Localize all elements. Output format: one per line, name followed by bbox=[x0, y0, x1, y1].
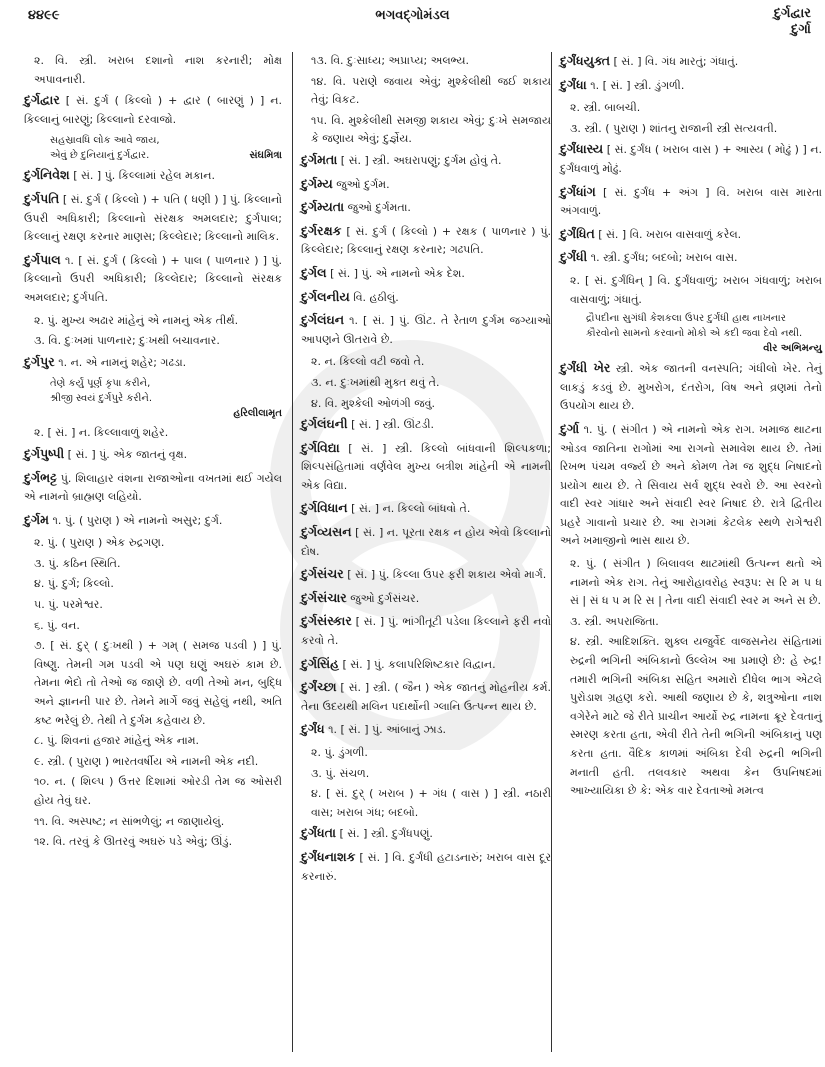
dictionary-entry bbox=[301, 499, 551, 519]
quote-source: હરિલીલામૃત bbox=[233, 408, 282, 420]
sense: ૨. પું. મુખ્ય અઢાર માંહેનું એ નામનું એક તીર્થ. bbox=[34, 313, 239, 327]
sense: ૪. પું. દુર્ગ; કિલ્લો. bbox=[34, 577, 114, 591]
headword: દુર્ગસિંહ bbox=[301, 655, 339, 671]
sense: ૧૫. વિ. મુશ્કેલીથી સમજી શકાય એવું; દુઃખે સમજાય કે જણાય એવું; દુર્જ્ઞેય. bbox=[311, 113, 551, 146]
sense: ૬. પું. વન. bbox=[34, 618, 80, 632]
headword: દુર્ગંધા bbox=[560, 76, 587, 92]
definition: ૧. [ સં. દુર્ગ ( કિલ્લો ) + પાલ ( પાળનાર ) ] પું. કિલ્લાનો ઉપરી અધિકારી; કિલ્લેદાર; કિલ્લાનો સંરક્ષક અમલદાર; દુર્ગપતિ. bbox=[24, 253, 282, 304]
dictionary-entry bbox=[301, 198, 551, 218]
guide-word-first: દુર્ગદ્વાર bbox=[773, 6, 811, 21]
headword: દુર્ગમ્યતા bbox=[301, 199, 345, 215]
headword: દુર્ગસંચર bbox=[301, 566, 344, 582]
definition: ૧. પું. ( સંગીત ) એ નામનો એક રાગ. ખમાજ થાટના ઓડવ જાતિના રાગોમાં આ રાગનો સમાવેશ થાય છે. તેમાં રિખભ પંચમ વર્જ્ય છે અને કોમળ તેમ જ શુદ્ધ નિષાદનો પ્રયોગ થાય છે. તે સિવાય સર્વ શુદ્ધ સ્વરો છે. આ સ્વરનો વાદી સ્વર ગાંધાર અને સંવાદી સ્વર નિષાદ છે. રાત્રે દ્વિતીય પ્રહરે ગાવાનો પ્રચાર છે. આ રાગમાં કેટલેક સ્થળે રાગેશ્વરી અને ખમાજીનો ભાસ થાય છે. bbox=[560, 422, 822, 548]
headword: દુર્ગમતા bbox=[301, 151, 338, 167]
definition: [ સં. ] પું. કલાપરિશિષ્ટકાર વિદ્વાન. bbox=[342, 657, 496, 671]
definition: [ સં. ] સ્ત્રી. ઊંટડી. bbox=[351, 418, 435, 432]
headword: દુર્ગસંસ્કાર bbox=[301, 613, 352, 629]
definition: [ સં. ] વિ. દુર્ગંધી હટાડનારું; ખરાબ વાસ દૂર કરનારું. bbox=[301, 850, 552, 883]
headword: દુર્ગવિદ્યા bbox=[301, 439, 340, 455]
quote-source: સંઘમિત્રા bbox=[249, 150, 282, 162]
guide-word-last: દુર્ગા bbox=[791, 22, 811, 37]
sense: ૩. સ્ત્રી. ( પુરાણ ) શાંતનુ રાજાની સ્ત્રી સત્યવતી. bbox=[570, 121, 778, 135]
sense: ૪. સ્ત્રી. આદિશક્તિ. શુક્લ યજુર્વેદ વાજસનેય સંહિતામાં રુદ્રની ભગિની અંબિકાનો ઉલ્લેખ આ પ્રમાણે છે: હે રુદ્ર! તમારી ભગિની અંબિકા સહિત અમારો દીધેલ ભાગ એટલે પુરોડાશ ગ્રહણ કરો. આથી જણાય છે કે, શત્રુઓના નાશ વગેરેને માટે જે રીતે પ્રાચીન આર્યો રુદ્ર નામના ક્રૂર દેવતાનું સ્મરણ કરતા હતા, એવી રીતે તેની ભગિની અંબિકાનું પણ કરતા હતા. વૈદિક કાળમાં અંબિકા દેવી રુદ્રની ભગિની મનાતી હતી. તલવકાર અથવા કેન ઉપનિષદમાં આખ્યાયિકા છે કે: એક વાર દેવતાઓ મમત્વ bbox=[570, 635, 822, 798]
dictionary-entry bbox=[560, 52, 822, 72]
headword: દુર્ગલનીય bbox=[301, 288, 350, 304]
headword: દુર્ગવિધાન bbox=[301, 500, 348, 516]
sense: ૭. [ સં. દુર્ ( દુઃખથી ) + ગમ્ ( સમજ પડવી ) ] પું. વિષ્ણુ. તેમની ગમ પડવી એ પણ ઘણું અઘરું કામ છે. તેમના ભેદો તો તેઓ જ જાણે છે. વળી તેઓ મન, બુદ્ધિ અને જ્ઞાનની પાર છે. તેમને માર્ગે જવું સહેલું નથી, અતિ કષ્ટ ભરેલું છે. તેથી તે દુર્ગમ કહેવાય છે. bbox=[34, 639, 282, 727]
column-3 bbox=[551, 52, 822, 1052]
guide-words bbox=[774, 6, 811, 38]
sense: ૨. પું. ( પુરાણ ) એક રુદ્રગણ. bbox=[34, 536, 165, 550]
headword: દુર્ગંધાસ્ય bbox=[560, 141, 604, 157]
definition: સ્ત્રી. એક જાતની વનસ્પતિ; ગંધીલો ખેર. તેનું લાકડું કડવું છે. મુખરોગ, દંતરોગ, વિષ અને વ્રણમાં તેનો ઉપયોગ થાય છે. bbox=[560, 362, 822, 413]
definition: [ સં. ] ન. કિલ્લો બાંધવો તે. bbox=[351, 502, 471, 516]
dictionary-entry bbox=[301, 523, 551, 561]
sense: ૨. વિ. સ્ત્રી. ખરાબ દશાનો નાશ કરનારી; મોક્ષ અપાવનારી. bbox=[34, 54, 282, 86]
definition: [ સં. ] સ્ત્રી. દુર્ગંધપણું. bbox=[339, 827, 433, 841]
dictionary-entry bbox=[560, 248, 822, 268]
page-number: ૪૪૯૯ bbox=[28, 8, 60, 23]
sense: ૩. વિ. દુઃખમાં પાળનાર; દુઃખથી બચાવનાર. bbox=[34, 334, 220, 348]
sense: ૧૪. વિ. પરાણે જવાય એવું; મુશ્કેલીથી જઈ શકાય તેવું; વિકટ. bbox=[311, 74, 551, 107]
dictionary-entry bbox=[24, 91, 282, 129]
dictionary-entry bbox=[301, 612, 551, 650]
dictionary-entry bbox=[301, 311, 551, 349]
definition: પું. શિલાહાર વંશના રાજાઓના વખતમાં થઈ ગયેલ એ નામનો બ્રાહ્મણ લહિયો. bbox=[24, 471, 283, 504]
definition: ૧. ન. એ નામનું શહેર; ગઢડા. bbox=[58, 355, 187, 369]
quotation bbox=[50, 133, 282, 163]
headword: દુર્ગંધતા bbox=[301, 825, 336, 841]
quote-line: શ્રીજી સ્વયં દુર્ગપુરે કરીને. bbox=[50, 393, 153, 405]
definition: વિ. હઠીલું. bbox=[353, 290, 399, 304]
sense: ૫. પું. પરમેશ્વર. bbox=[34, 598, 103, 612]
sense: ૧૩. વિ. દુઃસાધ્ય; અપ્રાપ્ય; અલભ્ય. bbox=[311, 54, 469, 67]
headword: દુર્ગંધી ખેર bbox=[560, 360, 611, 376]
definition: ૧. સ્ત્રી. દુર્ગંધ; બદબો; ખરાબ વાસ. bbox=[590, 251, 738, 265]
quote-line: દ્રૌપદીના સુગંધી કેશકલા ઉપર દુર્ગંધી હાથ નાખનાર કૌરવોનો સામનો કરવાનો મોકો એ કદી જવા દેવો નથી. bbox=[586, 313, 803, 340]
headword: દુર્ગંધી bbox=[560, 249, 588, 265]
definition: [ સં. ] વિ. ખરાબ વાસવાળું કરેલ. bbox=[598, 227, 742, 241]
sense: ૧૦. ન. ( શિલ્પ ) ઉત્તર દિશામાં ઓરડી તેમ જ ઓસરી હોય તેવું ઘર. bbox=[34, 775, 282, 807]
dictionary-entry bbox=[24, 511, 282, 531]
dictionary-entry bbox=[301, 565, 551, 585]
quotation bbox=[50, 376, 282, 421]
dictionary-entry bbox=[24, 353, 282, 373]
sense: ૧૧. વિ. અસ્પષ્ટ; ન સાંભળેલું; ન જાણાયેલું. bbox=[34, 814, 225, 828]
headword: દુર્ગભટ્ટ bbox=[24, 469, 57, 485]
dictionary-entry bbox=[301, 288, 551, 308]
headword: દુર્ગલ bbox=[301, 264, 327, 280]
definition: ૧. [ સં. ] સ્ત્રી. ડુંગળી. bbox=[590, 78, 685, 92]
sense: ૨. ન. કિલ્લો વટી જવો તે. bbox=[311, 355, 425, 369]
column-2 bbox=[292, 52, 551, 1052]
sense: ૪. [ સં. દુર્ ( ખરાબ ) + ગંધ ( વાસ ) ] સ્ત્રી. નઠારી વાસ; ખરાબ ગંધ; બદબો. bbox=[311, 787, 551, 819]
dictionary-entry bbox=[301, 655, 551, 675]
definition: [ સં. દુર્ગ ( કિલ્લો ) + પતિ ( ધણી ) ] પું. કિલ્લાનો ઉપરી અધિકારી; કિલ્લાનો સંરક્ષક અમલદાર; દુર્ગપાલ; કિલ્લાનું રક્ષણ કરનાર માણસ; કિલ્લેદાર; કિલ્લાનો માલિક. bbox=[24, 192, 282, 244]
headword: દુર્ગંચ્છા bbox=[301, 679, 337, 695]
headword: દુર્ગપતિ bbox=[24, 190, 60, 206]
headword: દુર્ગવ્યસન bbox=[301, 524, 352, 540]
dictionary-entry bbox=[301, 439, 551, 496]
quotation bbox=[586, 311, 822, 356]
dictionary-entry bbox=[560, 420, 822, 551]
definition: [ સં. દુર્ગંધ ( ખરાબ વાસ ) + આસ્ય ( મોઢું ) ] ન. દુર્ગંધવાળું મોઢું. bbox=[560, 143, 822, 175]
definition: ૧. [ સં. ] પું. આંબાનું ઝાડ. bbox=[328, 723, 447, 737]
quote-line bbox=[50, 148, 282, 163]
book-title: ભગવદ્ગોમંડલ bbox=[375, 8, 450, 23]
dictionary-entry bbox=[301, 848, 551, 886]
quote-line: તેણે કર્યું પૂર્ણ કૃપા કરીને, bbox=[50, 378, 151, 390]
sense: ૨. પું. ( સંગીત ) બિલાવલ થાટમાંથી ઉત્પન્ન થતો એ નામનો એક રાગ. તેનું આરોહાવરોહ સ્વરૂપ: સ રિ મ પ ધ સં | સં ધ પ મ રિ સ | તેના વાદી સંવાદી સ્વર મ અને સ છે. bbox=[570, 557, 822, 608]
headword: દુર્ગંધયુક્ત bbox=[560, 53, 611, 68]
sense: ૨. [ સં. દુર્ગંધિન્ ] વિ. દુર્ગંધવાળું; ખરાબ ગંધવાળું; ખરાબ વાસવાળું; ગંધાતું. bbox=[570, 273, 822, 306]
dictionary-entry bbox=[560, 140, 822, 178]
sense: ૨. સ્ત્રી. બાબચી. bbox=[570, 101, 641, 115]
dictionary-entry bbox=[24, 469, 282, 507]
dictionary-entry bbox=[301, 151, 551, 171]
dictionary-entry bbox=[301, 824, 551, 844]
dictionary-entry bbox=[560, 359, 822, 416]
headword: દુર્ગમ bbox=[24, 511, 49, 527]
headword: દુર્ગદ્વાર bbox=[24, 92, 60, 108]
definition: [ સં. ] પું. કિલ્લામાં રહેલ મકાન. bbox=[73, 169, 215, 183]
dictionary-entry bbox=[24, 445, 282, 465]
headword: દુર્ગલંઘની bbox=[301, 416, 348, 432]
headword: દુર્ગંધ bbox=[301, 721, 325, 737]
definition: [ સં. દુર્ગ ( કિલ્લો ) + દ્વાર ( બારણું ) ] ન. કિલ્લાનું બારણું; કિલ્લાનો દરવાજો. bbox=[24, 94, 282, 126]
headword: દુર્ગંધિત bbox=[560, 225, 595, 241]
definition: [ સં. ] સ્ત્રી. કિલ્લો બાંધવાની શિલ્પકળા; શિલ્પસંહિતામાં વર્ણવેલ મુખ્ય બત્રીશ માંહેની એ નામની એક વિદ્યા. bbox=[301, 441, 551, 492]
dictionary-entry bbox=[301, 589, 551, 609]
definition: [ સં. ] પું. એ નામનો એક દેશ. bbox=[330, 266, 465, 280]
column-1 bbox=[24, 52, 282, 1052]
dictionary-columns bbox=[24, 52, 822, 1052]
headword: દુર્ગપુષ્પી bbox=[24, 445, 65, 461]
dictionary-entry bbox=[560, 76, 822, 96]
definition: જુઓ દુર્ગમતા. bbox=[347, 201, 411, 215]
sense: ૯. સ્ત્રી. ( પુરાણ ) ભારતવર્ષીય એ નામની એક નદી. bbox=[34, 754, 259, 768]
dictionary-entry bbox=[301, 222, 551, 260]
sense: ૧૨. વિ. તરવું કે ઊતરવું અઘરું પડે એવું; ઊંડું. bbox=[34, 835, 233, 849]
sense: ૩. સ્ત્રી. અપરાજિતા. bbox=[570, 614, 659, 628]
definition: [ સં. દુર્ગંધ + અંગ ] વિ. ખરાબ વાસ મારતા અંગવાળું. bbox=[560, 185, 822, 218]
dictionary-entry bbox=[560, 183, 822, 221]
headword: દુર્ગપુર bbox=[24, 353, 55, 369]
headword: દુર્ગા bbox=[560, 420, 580, 436]
page-header bbox=[0, 0, 825, 45]
sense: ૨. [ સં. ] ન. કિલ્લાવાળું શહેર. bbox=[34, 426, 169, 440]
sense: ૨. પું. ડુંગળી. bbox=[311, 746, 368, 759]
definition: જુઓ દુર્ગમ. bbox=[336, 177, 390, 191]
definition: [ સં. ] પું. ભાંગીતૂટી પડેલા કિલ્લાને ફરી નવો કરવો તે. bbox=[301, 615, 551, 648]
quote-line: સહસ્રાવધિ લોક આવે જાય, bbox=[50, 135, 160, 147]
headword: દુર્ગપાલ bbox=[24, 251, 61, 267]
headword: દુર્ગમ્ય bbox=[301, 175, 333, 191]
definition: [ સં. ] પું. કિલ્લા ઉપર ફરી શકાય એવો માર્ગ. bbox=[347, 568, 547, 582]
quote-text: એવું છે દુનિયાનું દુર્ગદ્વાર. bbox=[50, 150, 150, 162]
dictionary-entry bbox=[301, 678, 551, 716]
definition: [ સં. ] સ્ત્રી. અઘરાપણું; દુર્ગમ હોવું તે. bbox=[340, 153, 502, 167]
dictionary-entry bbox=[301, 720, 551, 740]
headword: દુર્ગલંઘન bbox=[301, 312, 345, 328]
definition: જુઓ દુર્ગસંચર. bbox=[350, 591, 420, 605]
headword: દુર્ગંધાંગ bbox=[560, 183, 596, 199]
definition: [ સં. દુર્ગ ( કિલ્લો ) + રક્ષક ( પાળનાર ) પું. કિલ્લેદાર; કિલ્લાનું રક્ષણ કરનાર; ગઢપતિ. bbox=[301, 224, 552, 257]
dictionary-entry bbox=[560, 225, 822, 245]
dictionary-entry bbox=[301, 175, 551, 195]
definition: [ સં. ] સ્ત્રી. ( જૈન ) એક જાતનું મોહનીય કર્મ. તેના ઉદયથી મલિન પદાર્થોની ગ્લાનિ ઉત્પન્ન થાય છે. bbox=[301, 681, 551, 713]
quote-source: વીર અભિમન્યુ bbox=[763, 343, 822, 355]
dictionary-entry bbox=[24, 251, 282, 308]
definition: ૧. પું. ( પુરાણ ) એ નામનો અસુર; દુર્ગ. bbox=[52, 513, 223, 527]
sense: ૩. પું. સંચળ. bbox=[311, 766, 370, 780]
headword: દુર્ગનિવેશ bbox=[24, 167, 70, 183]
sense: ૮. પું. શિવનાં હજાર માંહેનું એક નામ. bbox=[34, 734, 199, 748]
headword: દુર્ગરક્ષક bbox=[301, 222, 342, 238]
definition: [ સં. ] ન. પૂરતા રક્ષક ન હોય એવો કિલ્લાનો દોષ. bbox=[301, 526, 551, 558]
dictionary-entry bbox=[301, 264, 551, 284]
sense: ૩. ન. દુઃખમાંથી મુક્ત થવું તે. bbox=[311, 375, 440, 389]
definition: ૧. [ સં. ] પું. ઊંટ. તે રેતાળ દુર્ગમ જગ્યાઓ આપણને ઊતરાવે છે. bbox=[301, 314, 551, 346]
dictionary-entry bbox=[301, 415, 551, 435]
definition: [ સં. ] વિ. ગંધ મારતું; ગંધાતું. bbox=[613, 55, 739, 68]
dictionary-entry bbox=[24, 166, 282, 186]
dictionary-entry bbox=[24, 190, 282, 247]
sense: ૪. વિ. મુશ્કેલી ઓળંગી જવું. bbox=[311, 396, 435, 410]
definition: [ સં. ] પું. એક જાતનું વૃક્ષ. bbox=[67, 447, 188, 461]
sense: ૩. પું. કઠિન સ્થિતિ. bbox=[34, 556, 121, 570]
headword: દુર્ગસંચાર bbox=[301, 589, 347, 605]
headword: દુર્ગંધનાશક bbox=[301, 848, 356, 864]
